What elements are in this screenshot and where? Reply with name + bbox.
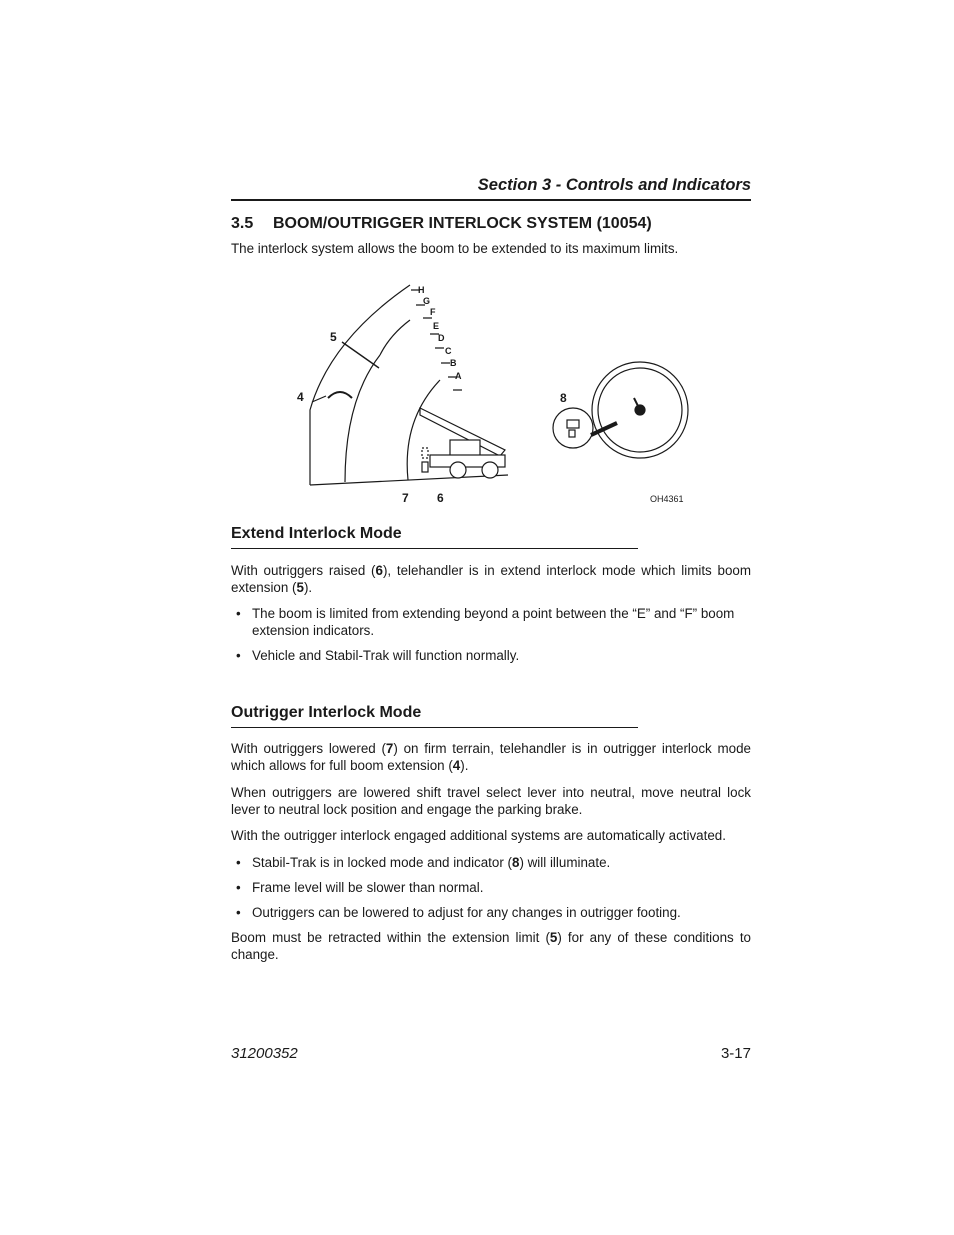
outrigger-paragraph-4: Boom must be retracted within the extension limit (5) for any of these conditions to change.	[231, 930, 751, 962]
outrigger-paragraph-3: With the outrigger interlock engaged additional systems are automatically activated.	[231, 828, 726, 843]
extend-paragraph: With outriggers raised (6), telehandler is in extend interlock mode which limits boom extension (5).	[231, 563, 751, 595]
limit-line	[342, 342, 379, 368]
indicator-a: A	[455, 371, 462, 381]
outrigger-heading: Outrigger Interlock Mode	[231, 704, 422, 721]
outrigger-paragraph-1: With outriggers lowered (7) on firm terrain, telehandler is in outrigger interlock mode which allows for full boom extension (4).	[231, 741, 751, 773]
full-extension-icon	[328, 392, 352, 398]
extend-heading: Extend Interlock Mode	[231, 525, 402, 542]
list-item: • Outriggers can be lowered to adjust for any changes in outrigger footing.	[236, 905, 681, 920]
front-wheel	[450, 462, 466, 478]
ground-line	[310, 475, 508, 485]
interlock-figure	[290, 280, 700, 510]
callout-4: 4	[297, 390, 304, 404]
callout-7: 7	[402, 491, 409, 505]
intro-text: The interlock system allows the boom to be extended to its maximum limits.	[231, 241, 679, 256]
figure-id: OH4361	[650, 494, 684, 504]
indicator-f: F	[430, 307, 436, 317]
main-heading	[231, 215, 652, 233]
section-number: 3.5	[231, 215, 254, 232]
rear-wheel	[482, 462, 498, 478]
list-item: • The boom is limited from extending beyond a point between the “E” and “F” boom extension indicators.	[236, 606, 735, 638]
outrigger-lowered	[422, 462, 428, 472]
callout-5: 5	[330, 330, 337, 344]
middle-arc	[345, 355, 380, 482]
list-item: • Stabil-Trak is in locked mode and indicator (8) will illuminate.	[236, 855, 611, 870]
indicator-g: G	[423, 296, 431, 306]
header-rule	[231, 199, 751, 201]
section-title: BOOM/OUTRIGGER INTERLOCK SYSTEM (10054)	[273, 215, 652, 232]
outrigger-paragraph-2: When outriggers are lowered shift travel select lever into neutral, move neutral lock lever to neutral lock position and engage the parking brake.	[231, 785, 751, 817]
list-item: • Vehicle and Stabil-Trak will function normally.	[236, 648, 520, 663]
indicator-h: H	[418, 285, 425, 295]
indicator-c: C	[445, 346, 452, 356]
extend-heading-rule	[231, 548, 638, 549]
list-item: • Frame level will be slower than normal.	[236, 880, 484, 895]
indicator-e: E	[433, 321, 440, 331]
callout-8: 8	[560, 391, 567, 405]
indicator-d: D	[438, 333, 445, 343]
outrigger-raised	[422, 448, 428, 458]
callout-6: 6	[437, 491, 444, 505]
indicator-b: B	[450, 358, 457, 368]
page-number: 3-17	[720, 1045, 751, 1062]
outrigger-heading-rule	[231, 727, 638, 728]
outer-arc	[310, 285, 410, 485]
section-header: Section 3 - Controls and Indicators	[477, 176, 751, 194]
doc-number: 31200352	[231, 1045, 298, 1062]
